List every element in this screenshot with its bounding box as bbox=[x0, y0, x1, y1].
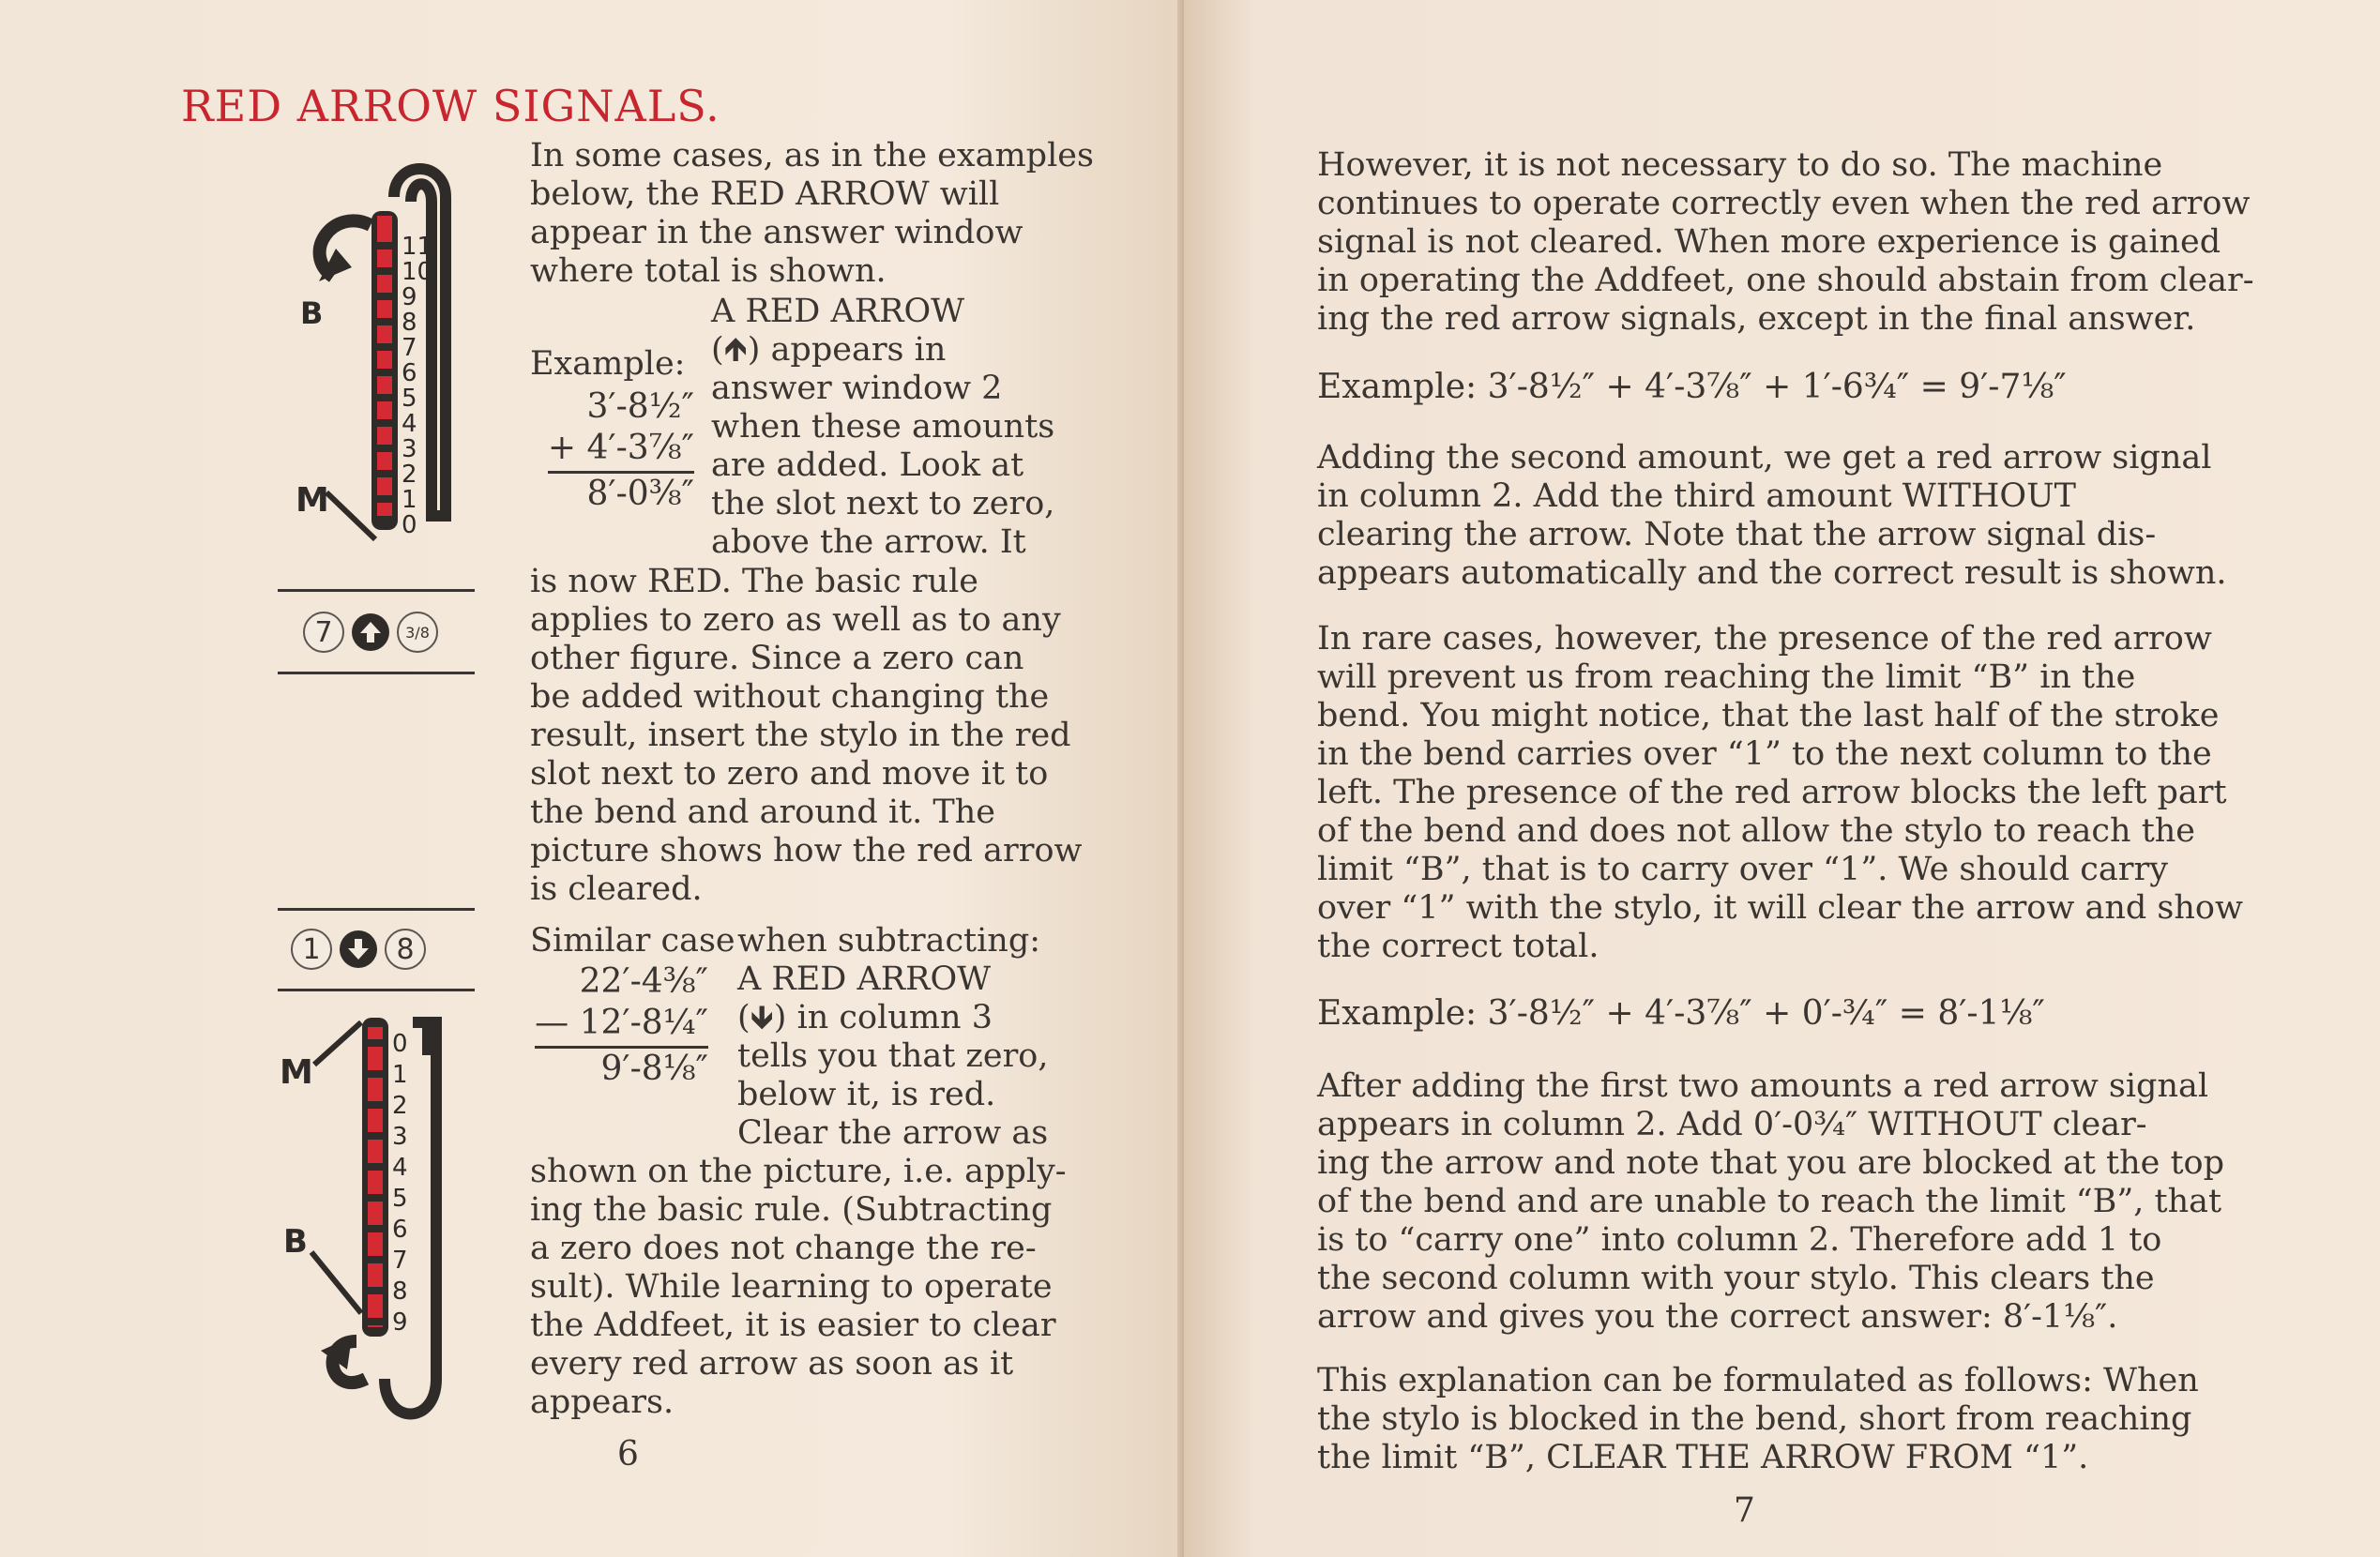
text-line: is now RED. The basic rule bbox=[530, 563, 979, 600]
text-line: ing the arrow and note that you are blocked at the top bbox=[1317, 1144, 2225, 1182]
text-line: result, insert the stylo in the red bbox=[530, 717, 1071, 754]
text-line: shown on the picture, i.e. apply- bbox=[530, 1153, 1067, 1190]
down-arrow-icon bbox=[340, 930, 377, 968]
text-line: signal is not cleared. When more experience is gained bbox=[1317, 223, 2221, 261]
meter-number: 3 bbox=[402, 435, 417, 463]
text-line: when these amounts bbox=[711, 408, 1055, 446]
text-line: limit “B”, that is to carry over “1”. We should carry bbox=[1317, 851, 2168, 888]
text-line: the correct total. bbox=[1317, 928, 1599, 965]
meter-number: 7 bbox=[402, 334, 417, 362]
divider bbox=[278, 589, 475, 592]
meter-slot-tick bbox=[366, 1101, 385, 1109]
text-line: picture shows how the red arrow bbox=[530, 832, 1083, 869]
text-line: a zero does not change the re- bbox=[530, 1230, 1037, 1267]
text-line: ing the red arrow signals, except in the final answer. bbox=[1317, 300, 2196, 338]
text-line: the slot next to zero, bbox=[711, 485, 1055, 522]
meter-number: 5 bbox=[392, 1185, 408, 1213]
window-digit: 8 bbox=[385, 929, 426, 970]
result: 8′-0⅜″ bbox=[586, 475, 694, 513]
text-line: tells you that zero, bbox=[737, 1037, 1049, 1075]
limit-b-label: B bbox=[300, 295, 324, 331]
meter-slot-tick bbox=[366, 1256, 385, 1263]
meter-slot-tick bbox=[375, 419, 394, 427]
text-line: slot next to zero and move it to bbox=[530, 755, 1049, 793]
example-label: Example: bbox=[530, 345, 686, 383]
text-line: applies to zero as well as to any bbox=[530, 601, 1061, 639]
stylo-icon bbox=[311, 1252, 361, 1313]
text-line: of the bend and are unable to reach the limit “B”, that bbox=[1317, 1183, 2222, 1220]
text-line: answer window 2 bbox=[711, 370, 1003, 407]
up-arrow-icon bbox=[352, 613, 389, 651]
answer-window-bottom bbox=[291, 929, 426, 970]
text-line: (🡻) in column 3 bbox=[737, 999, 993, 1036]
formulated-paragraph bbox=[1317, 1362, 2199, 1477]
meter-number: 5 bbox=[402, 385, 417, 413]
text-line: in the bend carries over “1” to the next column to the bbox=[1317, 735, 2212, 773]
text-line: A RED ARROW bbox=[737, 960, 992, 998]
text-line: clearing the arrow. Note that the arrow signal dis- bbox=[1317, 516, 2157, 553]
text-line: Clear the arrow as bbox=[737, 1114, 1049, 1152]
meter-slot-tick bbox=[366, 1132, 385, 1140]
text-line: left. The presence of the red arrow blocks the left part bbox=[1317, 774, 2227, 811]
operand: — 12′-8¼″ bbox=[521, 1003, 708, 1049]
text-line: every red arrow as soon as it bbox=[530, 1345, 1014, 1383]
divider bbox=[278, 908, 475, 911]
divider bbox=[278, 989, 475, 991]
meter-slot-tick bbox=[375, 495, 394, 503]
text-line: below it, is red. bbox=[737, 1076, 996, 1113]
similar-case-label: Similar case bbox=[530, 922, 735, 960]
operand: + 4′-3⅞″ bbox=[530, 428, 694, 474]
text-line: continues to operate correctly even when the red arrow bbox=[1317, 185, 2251, 222]
text-line: appears. bbox=[530, 1383, 675, 1421]
addfeet-meter-bottom bbox=[272, 1004, 469, 1444]
meter-number: 1 bbox=[392, 1061, 408, 1089]
meter-slot-tick bbox=[366, 1287, 385, 1294]
text-line: above the arrow. It bbox=[711, 523, 1026, 561]
meter-slot-tick bbox=[375, 293, 394, 300]
after-adding-paragraph bbox=[1317, 1067, 2225, 1337]
text-line: (🡹) appears in bbox=[711, 331, 947, 369]
section-title: RED ARROW SIGNALS. bbox=[181, 81, 720, 131]
meter-number: 9 bbox=[402, 283, 417, 311]
text-line: the Addfeet, it is easier to clear bbox=[530, 1307, 1056, 1344]
learning-paragraph bbox=[530, 1153, 1067, 1422]
meter-number: 6 bbox=[402, 359, 417, 387]
meter-slot-tick bbox=[375, 521, 394, 528]
text-line: After adding the first two amounts a red arrow signal bbox=[1317, 1067, 2209, 1105]
example-equation-1: Example: 3′-8½″ + 4′-3⅞″ + 1′-6¾″ = 9′-7⅛″ bbox=[1317, 368, 2067, 406]
text-line: be added without changing the bbox=[530, 678, 1050, 716]
meter-number: 6 bbox=[392, 1216, 408, 1244]
stylo-icon bbox=[326, 492, 375, 539]
add-example bbox=[530, 386, 694, 515]
meter-slot-tick bbox=[375, 242, 394, 249]
text-line: is cleared. bbox=[530, 870, 703, 908]
result: 9′-8⅛″ bbox=[600, 1050, 708, 1088]
text-line: the stylo is blocked in the bend, short from reaching bbox=[1317, 1400, 2192, 1438]
text-line: A RED ARROW bbox=[711, 293, 965, 330]
divider bbox=[278, 672, 475, 674]
not-necessary-paragraph bbox=[1317, 146, 2254, 339]
meter-number: 1 bbox=[402, 486, 417, 514]
limit-m-label: M bbox=[280, 1053, 313, 1092]
stylo-icon bbox=[314, 1022, 361, 1065]
meter-number: 9 bbox=[392, 1308, 408, 1337]
meter-number: 2 bbox=[402, 461, 417, 489]
addfeet-meter-top bbox=[281, 159, 469, 582]
text-line: are added. Look at bbox=[711, 446, 1024, 484]
text-line: of the bend and does not allow the stylo to reach the bbox=[1317, 812, 2196, 850]
meter-number: 4 bbox=[402, 410, 417, 438]
operand: 22′-4⅜″ bbox=[579, 962, 708, 1001]
basic-rule-paragraph bbox=[530, 563, 1083, 909]
text-line: when subtracting: bbox=[737, 922, 1041, 960]
example-equation-2: Example: 3′-8½″ + 4′-3⅞″ + 0′-¾″ = 8′-1⅛″ bbox=[1317, 994, 2045, 1033]
text-line: the second column with your stylo. This clears the bbox=[1317, 1260, 2155, 1297]
text-line: This explanation can be formulated as follows: When bbox=[1317, 1362, 2199, 1399]
text-line: other figure. Since a zero can bbox=[530, 640, 1024, 677]
meter-slot-tick bbox=[375, 318, 394, 325]
text-line: in operating the Addfeet, one should abstain from clear- bbox=[1317, 262, 2254, 299]
meter-number: 7 bbox=[392, 1247, 408, 1275]
sub-explanation bbox=[737, 922, 1049, 1153]
limit-m-label: M bbox=[296, 481, 329, 520]
text-line: Adding the second amount, we get a red arrow signal bbox=[1317, 439, 2212, 476]
meter-number: 8 bbox=[402, 309, 417, 337]
text-line: appears in column 2. Add 0′-0¾″ WITHOUT clear- bbox=[1317, 1106, 2147, 1143]
meter-slot-tick bbox=[366, 1039, 385, 1047]
window-digit: 1 bbox=[291, 929, 332, 970]
meter-number: 4 bbox=[392, 1154, 408, 1182]
text-line: sult). While learning to operate bbox=[530, 1268, 1053, 1306]
meter-slot-tick bbox=[366, 1194, 385, 1202]
text-line: appears automatically and the correct result is shown. bbox=[1317, 554, 2227, 592]
meter-slot-tick bbox=[375, 470, 394, 477]
answer-window-top bbox=[303, 612, 438, 653]
text-line: the bend and around it. The bbox=[530, 794, 995, 831]
left-page bbox=[0, 0, 1184, 1557]
text-line: in column 2. Add the third amount WITHOUT bbox=[1317, 477, 2076, 515]
meter-slot-tick bbox=[375, 267, 394, 275]
text-line: where total is shown. bbox=[530, 252, 887, 290]
sub-example bbox=[521, 961, 708, 1090]
text-line: appear in the answer window bbox=[530, 214, 1023, 251]
meter-number: 10 bbox=[402, 258, 433, 286]
rare-cases-paragraph bbox=[1317, 620, 2243, 966]
page-number: 6 bbox=[617, 1435, 639, 1474]
operand: 3′-8½″ bbox=[586, 387, 694, 426]
text-line: is to “carry one” into column 2. Therefore add 1 to bbox=[1317, 1221, 2162, 1259]
meter-slot-tick bbox=[366, 1225, 385, 1232]
limit-b-label: B bbox=[283, 1223, 308, 1261]
text-line: will prevent us from reaching the limit “B” in the bbox=[1317, 658, 2136, 696]
meter-number: 8 bbox=[392, 1277, 408, 1306]
add-explanation bbox=[711, 293, 1055, 562]
text-line: the limit “B”, CLEAR THE ARROW FROM “1”. bbox=[1317, 1439, 2089, 1476]
meter-slot-tick bbox=[366, 1070, 385, 1078]
meter-slot-tick bbox=[366, 1318, 385, 1325]
adding-second-paragraph bbox=[1317, 439, 2227, 593]
meter-number: 2 bbox=[392, 1092, 408, 1120]
meter-slot-tick bbox=[375, 445, 394, 452]
text-line: over “1” with the stylo, it will clear the arrow and show bbox=[1317, 889, 2243, 927]
meter-slot-tick bbox=[366, 1163, 385, 1171]
meter-number: 11 bbox=[402, 233, 433, 261]
meter-number: 0 bbox=[402, 511, 417, 539]
window-digit: 7 bbox=[303, 612, 344, 653]
text-line: However, it is not necessary to do so. The machine bbox=[1317, 146, 2163, 184]
meter-slot-tick bbox=[375, 369, 394, 376]
text-line: below, the RED ARROW will bbox=[530, 175, 1000, 213]
text-line: bend. You might notice, that the last half of the stroke bbox=[1317, 697, 2220, 734]
text-line: In some cases, as in the examples bbox=[530, 137, 1094, 174]
text-line: arrow and gives you the correct answer: 8′-1⅛″. bbox=[1317, 1298, 2118, 1336]
meter-slot-tick bbox=[375, 394, 394, 401]
meter-slot-tick bbox=[375, 343, 394, 351]
window-fraction: 3/8 bbox=[397, 612, 438, 653]
text-line: In rare cases, however, the presence of the red arrow bbox=[1317, 620, 2212, 658]
meter-number: 3 bbox=[392, 1123, 408, 1151]
intro-paragraph bbox=[530, 137, 1094, 291]
text-line: ing the basic rule. (Subtracting bbox=[530, 1191, 1053, 1229]
page-number: 7 bbox=[1734, 1491, 1755, 1530]
meter-number: 0 bbox=[392, 1030, 408, 1058]
